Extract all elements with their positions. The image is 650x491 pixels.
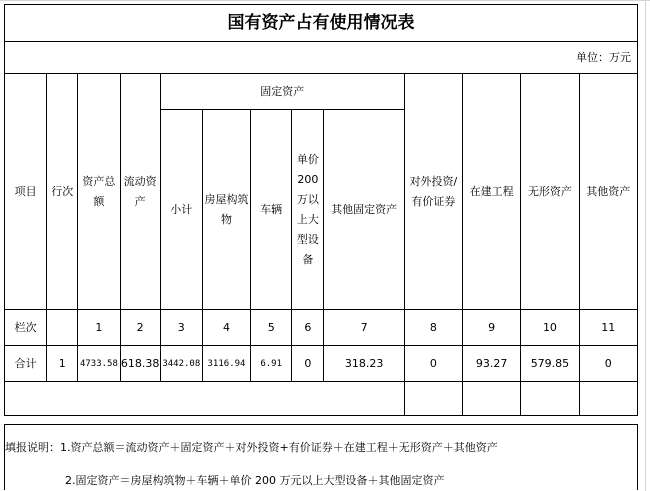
column-index-cell: 10 <box>521 310 579 346</box>
column-index-row <box>5 310 638 346</box>
large-equipment-value: 0 <box>292 346 324 382</box>
total-row-no: 1 <box>47 346 78 382</box>
header-current-assets-text: 流动资产 <box>123 174 157 208</box>
blank-row <box>5 382 638 416</box>
header-buildings <box>202 110 250 310</box>
header-large-equipment-text: 单价200万以上大型设备 <box>296 152 319 266</box>
construction-value: 93.27 <box>463 346 521 382</box>
blank-cell <box>404 382 462 416</box>
header-intangible: 无形资产 <box>521 74 579 310</box>
header-construction: 在建工程 <box>463 74 521 310</box>
header-subtotal: 小计 <box>160 110 202 310</box>
column-index-row-no <box>47 310 78 346</box>
total-assets-value: 4733.58 <box>78 346 120 382</box>
current-assets-value: 618.38 <box>120 346 160 382</box>
other-assets-value: 0 <box>579 346 637 382</box>
unit-label: 单位：万元 <box>5 42 638 74</box>
total-row <box>5 346 638 382</box>
blank-cell <box>5 382 405 416</box>
header-investments-text: 对外投资/有价证券 <box>409 174 458 208</box>
vehicles-value: 6.91 <box>251 346 292 382</box>
header-item: 项目 <box>5 74 47 310</box>
note-line-2: 2.固定资产＝房屋构筑物＋车辆＋单价 200 万元以上大型设备＋其他固定资产 <box>65 474 445 487</box>
subtotal-value: 3442.08 <box>160 346 202 382</box>
asset-usage-table <box>4 4 638 416</box>
total-label: 合计 <box>5 346 47 382</box>
header-current-assets <box>120 74 160 310</box>
column-index-cell: 2 <box>120 310 160 346</box>
header-vehicles: 车辆 <box>251 110 292 310</box>
header-total-assets-text: 资产总额 <box>82 174 116 208</box>
page-title: 国有资产占有使用情况表 <box>5 5 638 42</box>
other-fixed-value: 318.23 <box>324 346 404 382</box>
grid-top-border <box>0 0 650 1</box>
header-buildings-text: 房屋构筑物 <box>204 192 249 226</box>
note-line-1: 填报说明：1.资产总额＝流动资产＋固定资产＋对外投资+有价证券＋在建工程＋无形资产＋其他资产 <box>5 441 498 454</box>
grid-right-border <box>645 0 646 491</box>
buildings-value: 3116.94 <box>202 346 250 382</box>
header-other-assets: 其他资产 <box>579 74 637 310</box>
header-total-assets <box>78 74 120 310</box>
intangible-value: 579.85 <box>521 346 579 382</box>
header-row-no: 行次 <box>47 74 78 310</box>
column-index-cell: 7 <box>324 310 404 346</box>
header-other-fixed: 其他固定资产 <box>324 110 404 310</box>
column-index-cell: 3 <box>160 310 202 346</box>
notes-section <box>4 424 638 490</box>
blank-cell <box>521 382 579 416</box>
header-fixed-assets: 固定资产 <box>160 74 404 110</box>
column-index-cell: 8 <box>404 310 462 346</box>
header-large-equipment <box>292 110 324 310</box>
investments-value: 0 <box>404 346 462 382</box>
column-index-cell: 1 <box>78 310 120 346</box>
column-index-cell: 4 <box>202 310 250 346</box>
column-index-cell: 9 <box>463 310 521 346</box>
blank-cell <box>579 382 637 416</box>
column-index-label: 栏次 <box>5 310 47 346</box>
blank-cell <box>463 382 521 416</box>
header-investments <box>404 74 462 310</box>
column-index-cell: 11 <box>579 310 637 346</box>
column-index-cell: 5 <box>251 310 292 346</box>
column-index-cell: 6 <box>292 310 324 346</box>
